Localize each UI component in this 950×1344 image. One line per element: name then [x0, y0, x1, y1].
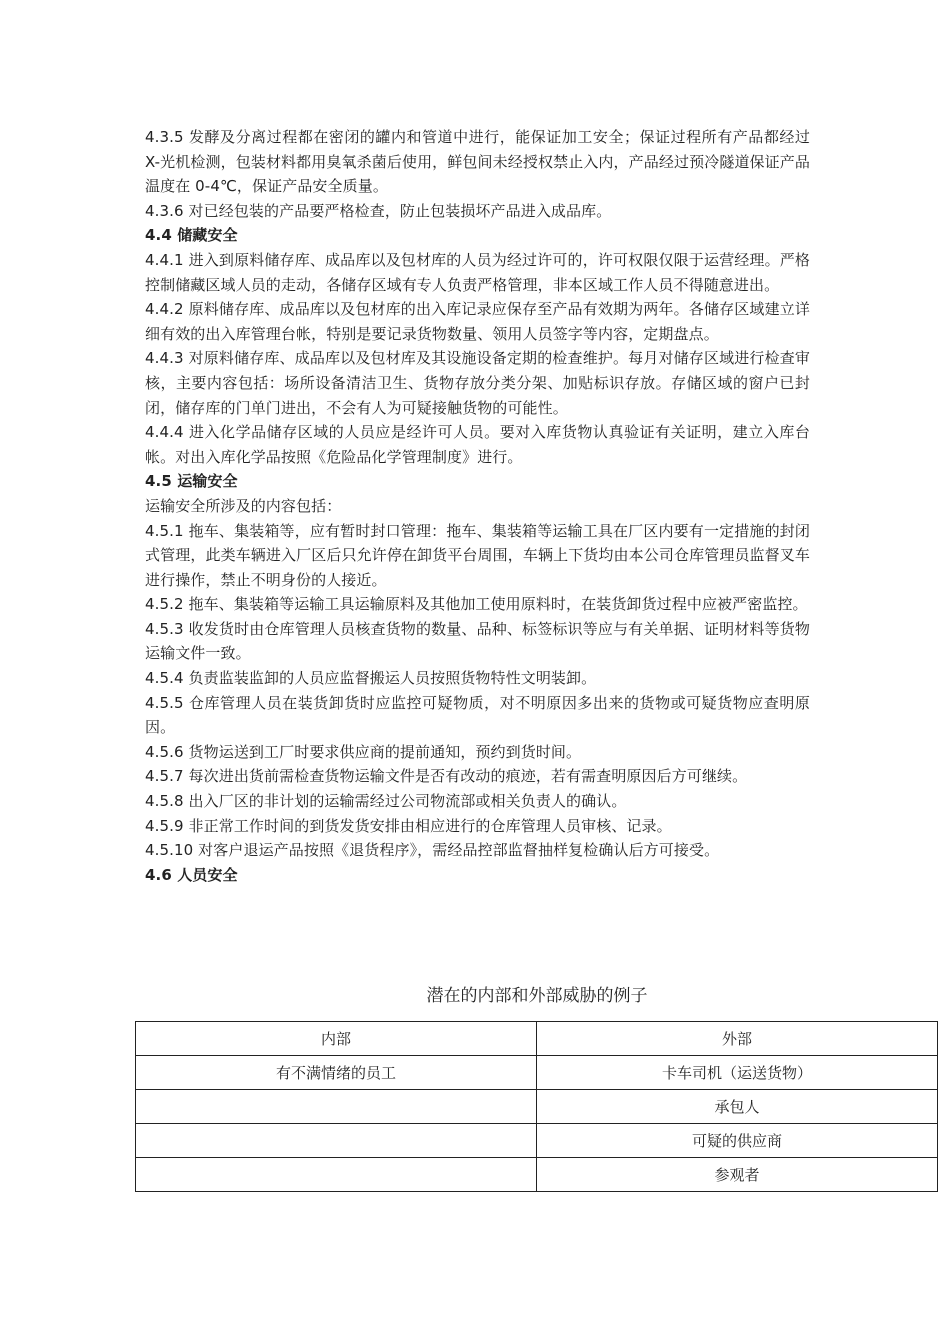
header-external: 外部 — [537, 1022, 938, 1056]
table-cell — [136, 1158, 537, 1192]
paragraph: 4.3.5 发酵及分离过程都在密闭的罐内和管道中进行，能保证加工安全；保证过程所有产品都经过 X-光机检测，包装材料都用臭氧杀菌后使用，鲜包间未经授权禁止入内，产品经过预冷隧道保证产品温度在 0-4℃，保证产品安全质量。 — [145, 128, 810, 196]
table-cell — [136, 1124, 537, 1158]
paragraph: 4.5.6 货物运送到工厂时要求供应商的提前通知，预约到货时间。 — [145, 742, 582, 761]
header-internal: 内部 — [136, 1022, 537, 1056]
paragraph: 4.4.1 进入到原料储存库、成品库以及包材库的人员为经过许可的，许可权限仅限于运营经理。严格控制储藏区域人员的走动，各储存区域有专人负责严格管理，非本区域工作人员不得随意进出。 — [145, 250, 810, 294]
table-cell: 承包人 — [537, 1090, 938, 1124]
table-row — [136, 1124, 938, 1158]
table-cell: 卡车司机（运送货物） — [537, 1056, 938, 1090]
table-cell: 参观者 — [537, 1158, 938, 1192]
table-cell: 有不满情绪的员工 — [136, 1056, 537, 1090]
paragraph: 4.4.3 对原料储存库、成品库以及包材库及其设施设备定期的检查维护。每月对储存区域进行检查审核，主要内容包括：场所设备清洁卫生、货物存放分类分架、加贴标识存放。存储区域的窗户已封闭，储存库的门单门进出，不会有人为可疑接触货物的可能性。 — [145, 349, 810, 417]
paragraph: 4.5.10 对客户退运产品按照《退货程序》，需经品控部监督抽样复检确认后方可接受。 — [145, 841, 720, 860]
table-cell — [136, 1090, 537, 1124]
paragraph: 4.5.2 拖车、集装箱等运输工具运输原料及其他加工使用原料时，在装货卸货过程中应被严密监控。 — [145, 595, 808, 614]
paragraph: 4.5.4 负责监装监卸的人员应监督搬运人员按照货物特性文明装卸。 — [145, 669, 597, 688]
paragraph: 4.5.5 仓库管理人员在装货卸货时应监控可疑物质，对不明原因多出来的货物或可疑货物应查明原因。 — [145, 693, 810, 737]
table-header-row — [136, 1022, 938, 1056]
paragraph: 4.5.7 每次进出货前需检查货物运输文件是否有改动的痕迹，若有需查明原因后方可继续。 — [145, 767, 748, 786]
table-row — [136, 1056, 938, 1090]
paragraph: 4.5.1 拖车、集装箱等，应有暂时封口管理：拖车、集装箱等运输工具在厂区内要有一定措施的封闭式管理，此类车辆进入厂区后只允许停在卸货平台周围，车辆上下货均由本公司仓库管理员监督叉车进行操作，禁止不明身份的人接近。 — [145, 521, 810, 589]
table-title: 潜在的内部和外部威胁的例子 — [426, 986, 648, 1006]
paragraph: 运输安全所涉及的内容包括： — [145, 496, 342, 515]
paragraph: 4.5.3 收发货时由仓库管理人员核查货物的数量、品种、标签标识等应与有关单据、证明材料等货物运输文件一致。 — [145, 619, 810, 663]
document-body — [145, 125, 810, 887]
threat-table — [135, 1021, 938, 1192]
table-cell: 可疑的供应商 — [537, 1124, 938, 1158]
table-row — [136, 1158, 938, 1192]
paragraph: 4.4.4 进入化学品储存区域的人员应是经许可人员。要对入库货物认真验证有关证明，建立入库台帐。对出入库化学品按照《危险品化学管理制度》进行。 — [145, 423, 810, 466]
paragraph: 4.4.2 原料储存库、成品库以及包材库的出入库记录应保存至产品有效期为两年。各储存区域建立详细有效的出入库管理台帐，特别是要记录货物数量、领用人员签字等内容，定期盘点。 — [145, 300, 810, 343]
section-heading: 4.6 人员安全 — [145, 865, 238, 884]
paragraph: 4.3.6 对已经包装的产品要严格检查，防止包装损坏产品进入成品库。 — [145, 201, 612, 220]
table-row — [136, 1090, 938, 1124]
section-heading: 4.5 运输安全 — [145, 472, 238, 491]
section-heading: 4.4 储藏安全 — [145, 226, 238, 245]
paragraph: 4.5.9 非正常工作时间的到货发货安排由相应进行的仓库管理人员审核、记录。 — [145, 816, 672, 835]
paragraph: 4.5.8 出入厂区的非计划的运输需经过公司物流部或相关负责人的确认。 — [145, 792, 627, 811]
